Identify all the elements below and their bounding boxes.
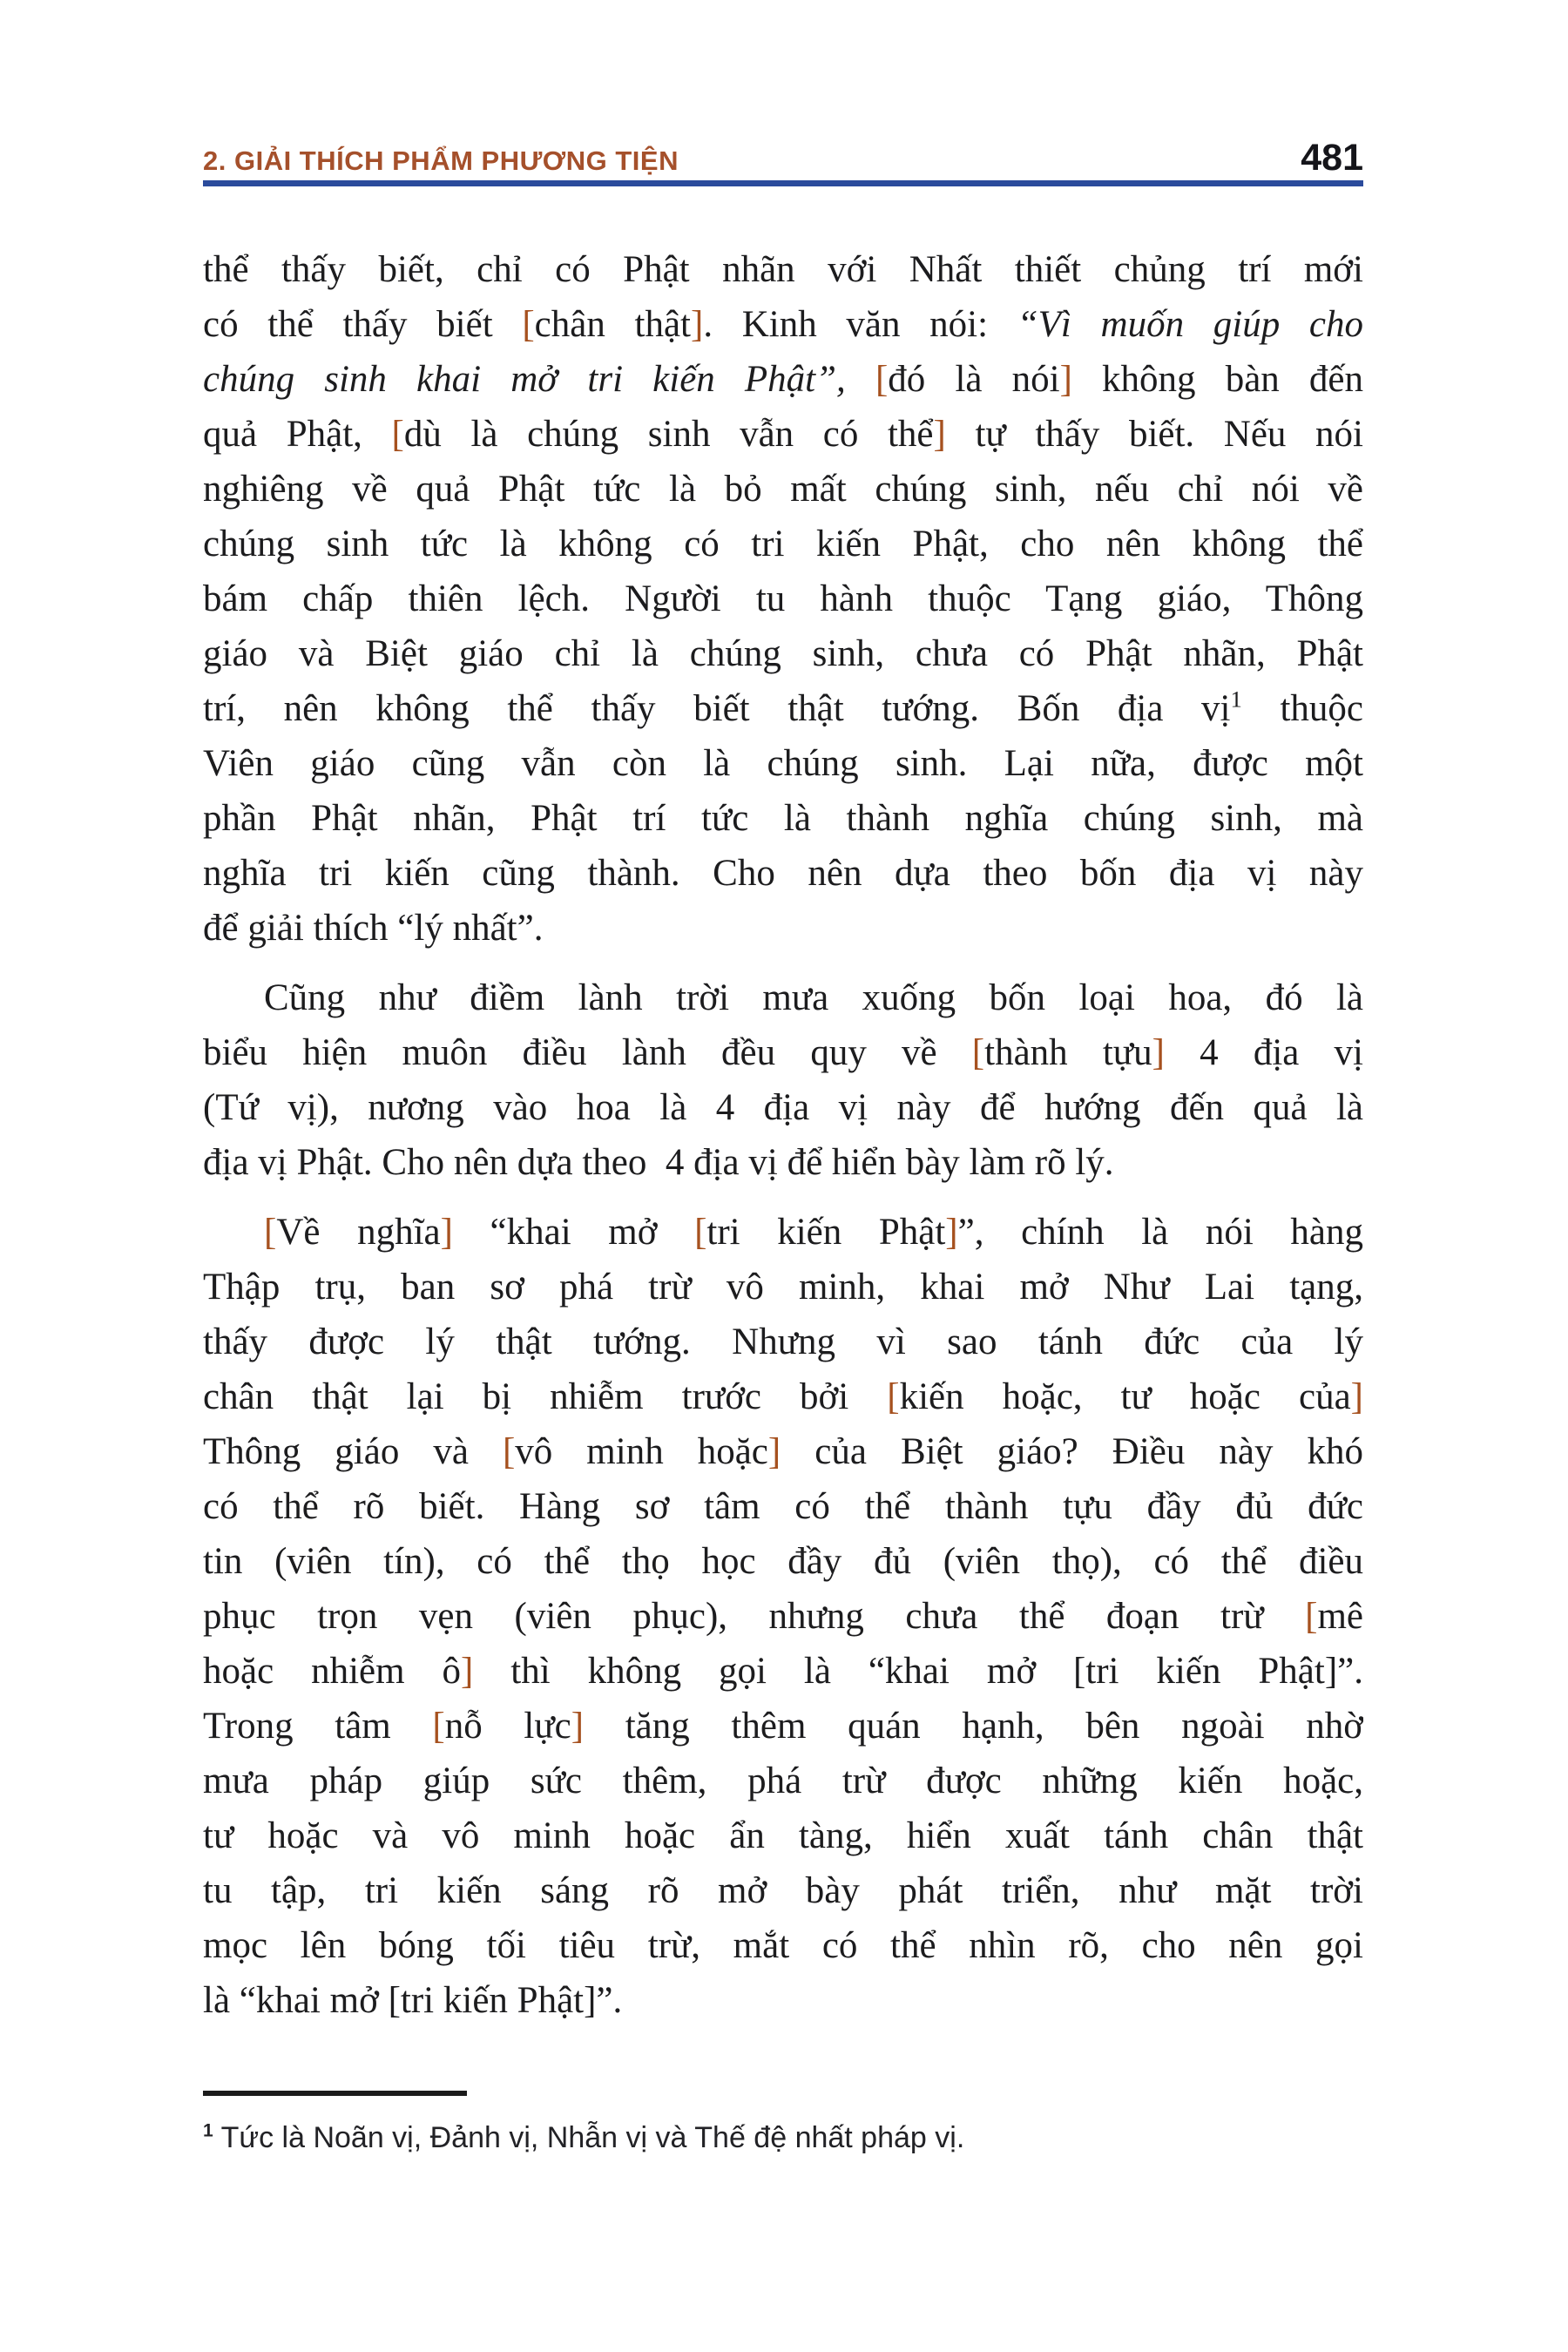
bracket-mark: ] [440,1212,453,1253]
bracket-mark: [ [694,1212,707,1253]
text-line [203,846,1363,901]
text-segment: 1 [1230,686,1242,713]
text-segment: Thông giáo và [203,1431,503,1472]
text-line [203,1534,1363,1589]
text-line [203,1973,1363,2028]
text-segment: thấy được lý thật tướng. Nhưng vì sao tánh đức của lý [203,1321,1363,1362]
text-line [203,517,1363,571]
body-text [203,242,1363,2028]
text-line [203,1589,1363,1644]
text-segment: hoặc nhiễm ô [203,1651,461,1692]
text-line [203,1808,1363,1863]
paragraph [203,242,1363,956]
text-segment: Về nghĩa [276,1212,441,1253]
bracket-mark: ] [767,1431,781,1472]
text-segment: tri kiến Phật [706,1212,946,1253]
text-segment: quả Phật, [203,414,392,455]
text-line [203,1424,1363,1479]
text-line [203,1918,1363,1973]
text-segment: mê [1317,1596,1363,1637]
text-segment: không bàn đến [1071,359,1363,400]
bracket-mark: [ [264,1212,277,1253]
text-segment: để giải thích “lý nhất”. [203,908,544,949]
footnote-body: Tức là Noãn vị, Đảnh vị, Nhẫn vị và Thế đệ nhất pháp vị. [213,2121,965,2154]
text-segment: chân thật [534,304,691,345]
text-segment: đó là nói [888,359,1060,400]
bracket-mark: ] [461,1651,474,1692]
text-line [203,571,1363,626]
text-segment: 4 địa vị [1164,1032,1363,1073]
text-segment: thành tựu [984,1032,1152,1073]
text-segment: địa vị Phật. Cho nên dựa theo 4 địa vị để hiển bày làm rõ lý. [203,1142,1114,1183]
bracket-mark: [ [432,1706,445,1747]
text-segment: tư hoặc và vô minh hoặc ẩn tàng, hiển xuất tánh chân thật [203,1815,1363,1856]
section-title: 2. GIẢI THÍCH PHẨM PHƯƠNG TIỆN [203,145,679,176]
bracket-mark: ] [690,304,704,345]
text-line [203,1479,1363,1534]
text-segment: của Biệt giáo? Điều này khó [781,1431,1363,1472]
bracket-mark: [ [391,414,404,455]
text-line [203,1025,1363,1080]
bracket-mark: [ [522,304,535,345]
page-number: 481 [1301,137,1363,179]
text-segment: trí, nên không thể thấy biết thật tướng. Bốn địa vị [203,688,1231,729]
footnote-block [203,2091,1363,2157]
text-line [203,407,1363,462]
text-segment: chúng sinh tức là không có tri kiến Phật, cho nên không thể [203,524,1363,564]
text-segment: “Vì muốn giúp cho [1017,304,1363,345]
text-line [203,1699,1363,1754]
text-segment: có thể rõ biết. Hàng sơ tâm có thể thành tựu đầy đủ đức [203,1486,1363,1527]
text-line [203,626,1363,681]
text-segment: Viên giáo cũng vẫn còn là chúng sinh. Lại nữa, được một [203,743,1363,784]
bracket-mark: [ [1305,1596,1318,1637]
footnote-divider [203,2091,467,2096]
text-segment: ”, chính là nói hàng [957,1212,1363,1253]
text-line [203,1080,1363,1135]
text-segment: tin (viên tín), có thể thọ học đầy đủ (viên thọ), có thể điều [203,1541,1363,1582]
paragraph [203,970,1363,1190]
text-segment [846,359,875,400]
text-segment: thể thấy biết, chỉ có Phật nhãn với Nhất thiết chủng trí mới [203,249,1363,290]
bracket-mark: ] [933,414,946,455]
text-segment: tự thấy biết. Nếu nói [945,414,1363,455]
text-segment: vô minh hoặc [515,1431,768,1472]
bracket-mark: ] [1152,1032,1165,1073]
text-line [203,352,1363,407]
text-line [203,736,1363,791]
text-segment: nghiêng về quả Phật tức là bỏ mất chúng sinh, nếu chỉ nói về [203,469,1363,510]
text-line [203,970,1363,1025]
running-header [203,139,1363,177]
header-rule-divider [203,180,1363,186]
text-segment: giáo và Biệt giáo chỉ là chúng sinh, chưa có Phật nhãn, Phật [203,633,1363,674]
bracket-mark: [ [887,1376,900,1417]
text-segment: chân thật lại bị nhiễm trước bởi [203,1376,888,1417]
text-segment: kiến hoặc, tư hoặc của [899,1376,1351,1417]
page-content [203,0,1363,2028]
text-segment: mọc lên bóng tối tiêu trừ, mắt có thể nhìn rõ, cho nên gọi [203,1925,1363,1966]
text-segment: Trong tâm [203,1706,433,1747]
text-segment: mưa pháp giúp sức thêm, phá trừ được những kiến hoặc, [203,1761,1363,1801]
text-segment: dù là chúng sinh vẫn có thể [403,414,934,455]
bracket-mark: [ [971,1032,985,1073]
text-line [203,1315,1363,1369]
footnote-marker: 1 [203,2120,213,2141]
text-segment: thì không gọi là “khai mở [tri kiến Phật]”. [473,1651,1363,1692]
text-line [203,1135,1363,1190]
text-line [203,1754,1363,1808]
text-line [203,1205,1363,1260]
text-segment: chúng sinh khai mở tri kiến Phật”, [203,359,846,400]
text-segment: nghĩa tri kiến cũng thành. Cho nên dựa theo bốn địa vị này [203,853,1363,894]
text-segment: tu tập, tri kiến sáng rõ mở bày phát triển, như mặt trời [203,1870,1363,1911]
paragraph [203,1205,1363,2028]
bracket-mark: ] [1350,1376,1363,1417]
text-segment: là “khai mở [tri kiến Phật]”. [203,1980,623,2021]
text-line [203,297,1363,352]
bracket-mark: [ [502,1431,516,1472]
bracket-mark: ] [945,1212,958,1253]
text-segment: . Kinh văn nói: [703,304,1017,345]
bracket-mark: ] [1059,359,1072,400]
text-line [203,1260,1363,1315]
text-line [203,1644,1363,1699]
text-segment: biểu hiện muôn điều lành đều quy về [203,1032,972,1073]
footnote-text [203,2119,1363,2157]
text-segment: Cũng như điềm lành trời mưa xuống bốn loại hoa, đó là [264,977,1363,1018]
text-line [203,901,1363,956]
bracket-mark: [ [875,359,889,400]
bracket-mark: ] [571,1706,585,1747]
text-segment: thuộc [1241,688,1363,729]
text-line [203,242,1363,297]
text-segment: nỗ lực [444,1706,571,1747]
text-line [203,462,1363,517]
text-line [203,681,1363,736]
text-line [203,791,1363,846]
text-line [203,1369,1363,1424]
text-segment: Thập trụ, ban sơ phá trừ vô minh, khai mở Như Lai tạng, [203,1267,1363,1308]
text-segment: phục trọn vẹn (viên phục), nhưng chưa thể đoạn trừ [203,1596,1306,1637]
text-segment: phần Phật nhãn, Phật trí tức là thành nghĩa chúng sinh, mà [203,798,1363,839]
text-segment: có thể thấy biết [203,304,523,345]
text-segment: bám chấp thiên lệch. Người tu hành thuộc Tạng giáo, Thông [203,578,1363,619]
text-segment: (Tứ vị), nương vào hoa là 4 địa vị này để hướng đến quả là [203,1087,1363,1128]
text-line [203,1863,1363,1918]
text-segment: “khai mở [452,1212,695,1253]
text-segment: tăng thêm quán hạnh, bên ngoài nhờ [584,1706,1363,1747]
